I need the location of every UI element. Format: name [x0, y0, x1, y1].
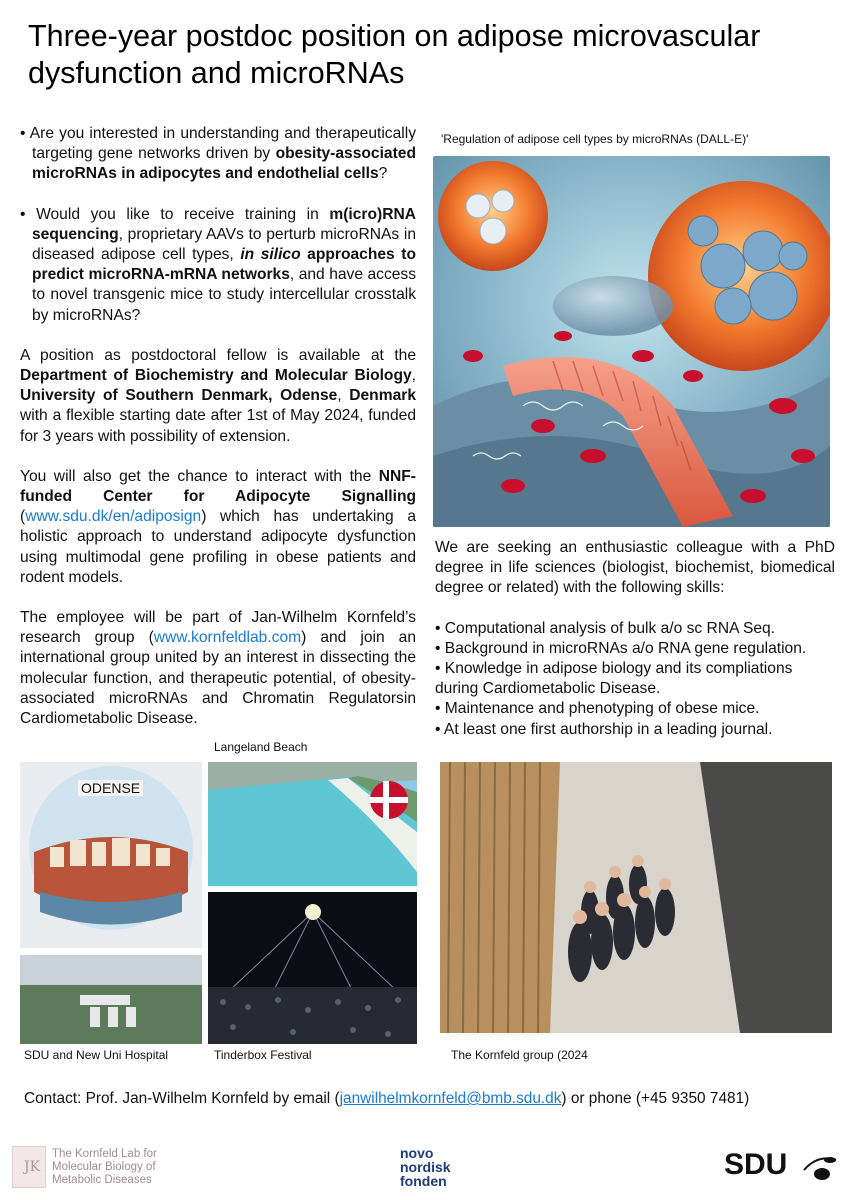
seeking-paragraph: We are seeking an enthusiastic colleague with a PhD degree in life sciences (biologist, biochemist, biomedical degree or related) with the following skills:: [435, 539, 835, 597]
contact-line: Contact: Prof. Jan-Wilhelm Kornfeld by email (janwilhelmkornfeld@bmb.sdu.dk) or phone (+45 9350 7481): [24, 1090, 750, 1107]
beach-photo: [208, 762, 417, 886]
email-link[interactable]: janwilhelmkornfeld@bmb.sdu.dk: [339, 1090, 562, 1107]
list-item: • At least one first authorship in a leading journal.: [435, 720, 773, 738]
sdu-olive-icon: [800, 1150, 840, 1190]
microrna-illustration: [433, 156, 830, 527]
festival-image: [208, 892, 417, 1044]
list-item: • Maintenance and phenotyping of obese mice.: [435, 700, 760, 718]
group-image: [440, 762, 832, 1033]
odense-image: [20, 762, 202, 948]
right-column: [435, 538, 835, 740]
hero-caption: 'Regulation of adipose cell types by microRNAs (DALL-E)': [441, 132, 749, 146]
sdu-photo: [20, 955, 202, 1044]
hero-illustration: [433, 156, 830, 527]
skills-list: [435, 619, 835, 740]
odense-label: ODENSE: [78, 780, 143, 796]
novo-nordisk-fonden-logo: novo nordisk fonden: [400, 1145, 451, 1189]
center-paragraph: You will also get the chance to interact with the NNF-funded Center for Adipocyte Signalling (www.sdu.dk/en/adiposign) which has undertaking a holistic approach to understand adipocyte dysfunction using multimodal gene profiling in obese patients and rodent models.: [20, 467, 416, 586]
question-1: • Are you interested in understanding and therapeutically targeting gene networks driven by obesity-associated microRNAs in adipocytes and endothelial cells?: [20, 125, 416, 183]
group-paragraph: The employee will be part of Jan-Wilhelm Kornfeld’s research group (www.kornfeldlab.com) and join an international group united by an interest in dissecting the molecular function, and therapeutic potential, of obesity-associated microRNAs and Chromatin Regulatorsin Cardiometabolic Disease.: [20, 609, 416, 728]
sdu-logo: SDU: [724, 1148, 788, 1181]
list-item: • Knowledge in adipose biology and its compliations during Cardiometabolic Disease.: [435, 660, 793, 698]
position-paragraph: A position as postdoctoral fellow is available at the Department of Biochemistry and Molecular Biology, University of Southern Denmark, Odense, Denmark with a flexible starting date after 1st of May 2024, funded for 3 years with possibility of extension.: [20, 346, 416, 445]
group-caption: The Kornfeld group (2024: [451, 1048, 588, 1062]
festival-photo: [208, 892, 417, 1044]
kornfeld-lab-logo: JK The Kornfeld Lab for Molecular Biology of Metabolic Diseases: [12, 1146, 212, 1188]
beach-image: [208, 762, 417, 886]
beach-caption: Langeland Beach: [214, 740, 308, 754]
left-column: [20, 124, 416, 749]
sdu-image: [20, 955, 202, 1044]
list-item: • Background in microRNAs a/o RNA gene regulation.: [435, 639, 807, 657]
kornfeld-mark-icon: JK: [12, 1146, 46, 1188]
group-photo: [440, 762, 832, 1033]
kornfeldlab-link[interactable]: www.kornfeldlab.com: [153, 629, 302, 647]
festival-caption: Tinderbox Festival: [214, 1048, 312, 1062]
sdu-caption: SDU and New Uni Hospital: [24, 1048, 169, 1062]
adiposign-link[interactable]: www.sdu.dk/en/adiposign: [25, 508, 202, 526]
page-title: Three-year postdoc position on adipose microvascular dysfunction and microRNAs: [28, 19, 761, 90]
list-item: • Computational analysis of bulk a/o sc RNA Seq.: [435, 619, 776, 637]
question-2: • Would you like to receive training in m(icro)RNA sequencing, proprietary AAVs to perturb microRNAs in diseased adipose cell types, in silico approaches to predict microRNA-mRNA networks, and have access to novel transgenic mice to study intercellular crosstalk by microRNAs?: [20, 205, 417, 324]
